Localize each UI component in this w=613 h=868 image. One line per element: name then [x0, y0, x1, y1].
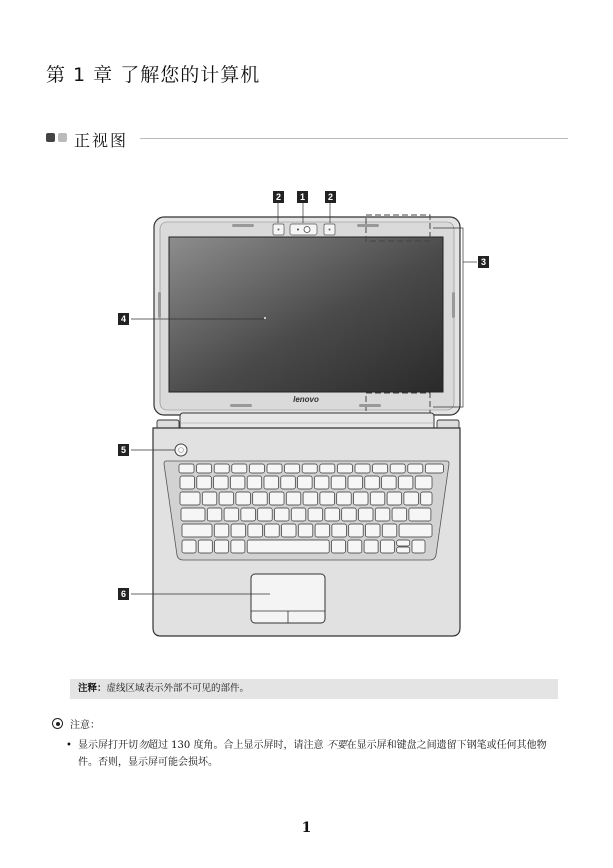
callout-3: 3 [478, 256, 489, 268]
keyboard-key [197, 476, 212, 489]
keyboard-key [248, 524, 263, 537]
keyboard-key [197, 464, 212, 473]
keyboard-key [214, 524, 229, 537]
keyboard-key [231, 540, 245, 553]
keyboard-key [337, 492, 352, 505]
keyboard-key [286, 492, 301, 505]
keyboard-keys [179, 464, 443, 553]
keyboard-key [224, 508, 239, 521]
bullet: • [66, 740, 72, 751]
caution-icon [52, 718, 63, 729]
keyboard-key [180, 476, 195, 489]
camera-lens [304, 227, 310, 233]
keyboard-key [348, 476, 363, 489]
keyboard-key [302, 464, 317, 473]
keyboard-key [364, 540, 378, 553]
keyboard-key [387, 492, 402, 505]
keyboard-key [359, 508, 374, 521]
keyboard-key [247, 476, 262, 489]
keyboard-key [270, 492, 285, 505]
keyboard-key [397, 547, 410, 553]
keyboard-key [249, 464, 264, 473]
note-text: 虚线区域表示外部不可见的部件。 [106, 683, 250, 694]
keyboard-key [182, 524, 212, 537]
callout-2-right: 2 [325, 191, 336, 203]
caution-section [52, 716, 572, 771]
keyboard-key [282, 524, 297, 537]
keyboard-key [258, 508, 273, 521]
keyboard-key [231, 524, 246, 537]
keyboard-key [382, 524, 397, 537]
keyboard-key [298, 476, 313, 489]
keyboard-key [332, 540, 346, 553]
keyboard-key [182, 540, 196, 553]
keyboard-key [366, 524, 381, 537]
keyboard-key [421, 492, 432, 505]
keyboard-key [331, 476, 346, 489]
caution-text: 显示屏打开切勿超过 130 度角。合上显示屏时，请注意 不要在显示屏和键盘之间遗留下钢笔或任何其他物件。否则，显示屏可能会损坏。 [78, 740, 547, 768]
keyboard-key [291, 508, 306, 521]
keyboard-key [415, 476, 432, 489]
keyboard-key [275, 508, 290, 521]
keyboard-key [397, 540, 410, 546]
keyboard-key [337, 464, 352, 473]
keyboard-key [373, 464, 388, 473]
display-screen [169, 237, 443, 392]
keyboard-key [375, 508, 390, 521]
callout-6: 6 [118, 588, 129, 600]
camera-housing [290, 224, 317, 235]
keyboard-key [303, 492, 318, 505]
keyboard-key [230, 476, 245, 489]
keyboard-key [264, 476, 279, 489]
laptop-illustration [0, 185, 613, 645]
keyboard-key [382, 476, 397, 489]
page-number: 1 [301, 820, 312, 836]
keyboard-key [349, 524, 364, 537]
keyboard-key [408, 464, 423, 473]
keyboard-key [215, 540, 229, 553]
keyboard-key [320, 492, 335, 505]
section-marker-dark [46, 133, 55, 142]
keyboard-key [354, 492, 369, 505]
keyboard-key [241, 508, 256, 521]
caution-title: 注意： [70, 720, 100, 731]
lenovo-logo: lenovo [293, 395, 319, 404]
callout-4: 4 [118, 313, 129, 325]
keyboard-key [253, 492, 268, 505]
keyboard-key [355, 464, 370, 473]
keyboard-key [398, 476, 413, 489]
keyboard-key [320, 464, 335, 473]
keyboard-key [202, 492, 217, 505]
keyboard-key [425, 464, 443, 473]
keyboard-key [342, 508, 357, 521]
keyboard-key [214, 464, 229, 473]
keyboard-key [409, 508, 431, 521]
callout-2-left: 2 [273, 191, 284, 203]
keyboard-key [412, 540, 425, 553]
keyboard-key [404, 492, 419, 505]
keyboard-key [214, 476, 229, 489]
keyboard-key [314, 476, 329, 489]
keyboard-key [365, 476, 380, 489]
callout-5: 5 [118, 444, 129, 456]
keyboard-key [236, 492, 251, 505]
keyboard-key [180, 492, 200, 505]
keyboard-key [380, 540, 394, 553]
note-label: 注释： [78, 683, 107, 694]
keyboard-key [267, 464, 282, 473]
keyboard-key [232, 464, 247, 473]
keyboard-key [392, 508, 407, 521]
chapter-title: 第 1 章 了解您的计算机 [46, 64, 261, 86]
keyboard-key [399, 524, 432, 537]
keyboard-key [265, 524, 280, 537]
keyboard-key [370, 492, 385, 505]
keyboard-key [247, 540, 329, 553]
section-header [46, 128, 568, 150]
keyboard-key [298, 524, 313, 537]
keyboard-key [315, 524, 330, 537]
section-marker-light [58, 133, 67, 142]
keyboard-key [308, 508, 323, 521]
keyboard-key [348, 540, 362, 553]
keyboard-key [219, 492, 234, 505]
power-button [175, 444, 187, 456]
keyboard-key [332, 524, 347, 537]
keyboard-key [181, 508, 205, 521]
keyboard-key [179, 464, 194, 473]
section-title: 正视图 [74, 131, 129, 150]
keyboard-key [198, 540, 212, 553]
keyboard-key [285, 464, 300, 473]
keyboard-key [281, 476, 296, 489]
section-rule [140, 138, 568, 139]
keyboard-key [207, 508, 222, 521]
note-box [70, 679, 558, 699]
keyboard-key [325, 508, 340, 521]
keyboard-key [390, 464, 405, 473]
callout-1: 1 [297, 191, 308, 203]
laptop-front-view-figure [0, 185, 613, 645]
